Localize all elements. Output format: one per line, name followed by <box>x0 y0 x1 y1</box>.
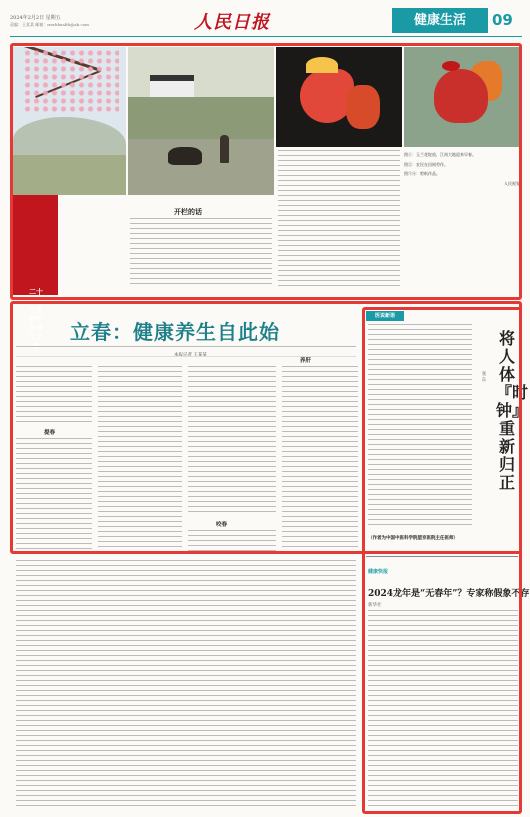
intro-heading: 开栏的话 <box>174 208 202 216</box>
caption-2: 图②：农民在田间劳作。 <box>404 161 448 167</box>
newspaper-logo: 人民日报 <box>194 12 270 33</box>
caption-1: 图①：玉兰花绽放，江南大地迎来早春。 <box>404 152 476 157</box>
solar-term-strip-text: 二十四节气里的中医养生之 <box>29 287 43 341</box>
caption-credit: 人民视觉 <box>504 180 520 186</box>
sidebar-headline: 将人体『时钟』重新归正 <box>496 329 529 492</box>
page-number: 09 <box>492 11 513 29</box>
author-note: （作者为中国中医科学院望京医院主任医师） <box>368 536 458 541</box>
feature-frame <box>10 43 522 300</box>
subhead-1: 提春 <box>44 430 56 436</box>
brief-label: 健康快报 <box>368 569 389 575</box>
caption-3: 图③④：剪纸作品。 <box>404 171 440 176</box>
sidebar-author: 张东 <box>481 372 487 383</box>
subhead-3: 咬春 <box>216 522 228 528</box>
page-header <box>0 0 530 40</box>
brief-headline: 2024龙年是“无春年”？专家称假象不存 <box>368 589 530 599</box>
sidebar-frame <box>362 307 529 814</box>
section-label: 健康生活 <box>392 8 488 33</box>
lower-article-text <box>16 560 356 810</box>
subhead-2: 养肝 <box>300 358 312 364</box>
article-title: 立春：健康养生自此始 <box>70 320 280 344</box>
brief-source: 新华社 <box>368 603 382 608</box>
header-rule <box>10 36 522 37</box>
column-tag: 医说新语 <box>366 311 404 321</box>
issue-date: 2024年2月2日 星期五 <box>10 15 61 21</box>
editor-meta: 责编：王某某 邮箱：rmrbhealth@ab.com <box>10 22 89 27</box>
